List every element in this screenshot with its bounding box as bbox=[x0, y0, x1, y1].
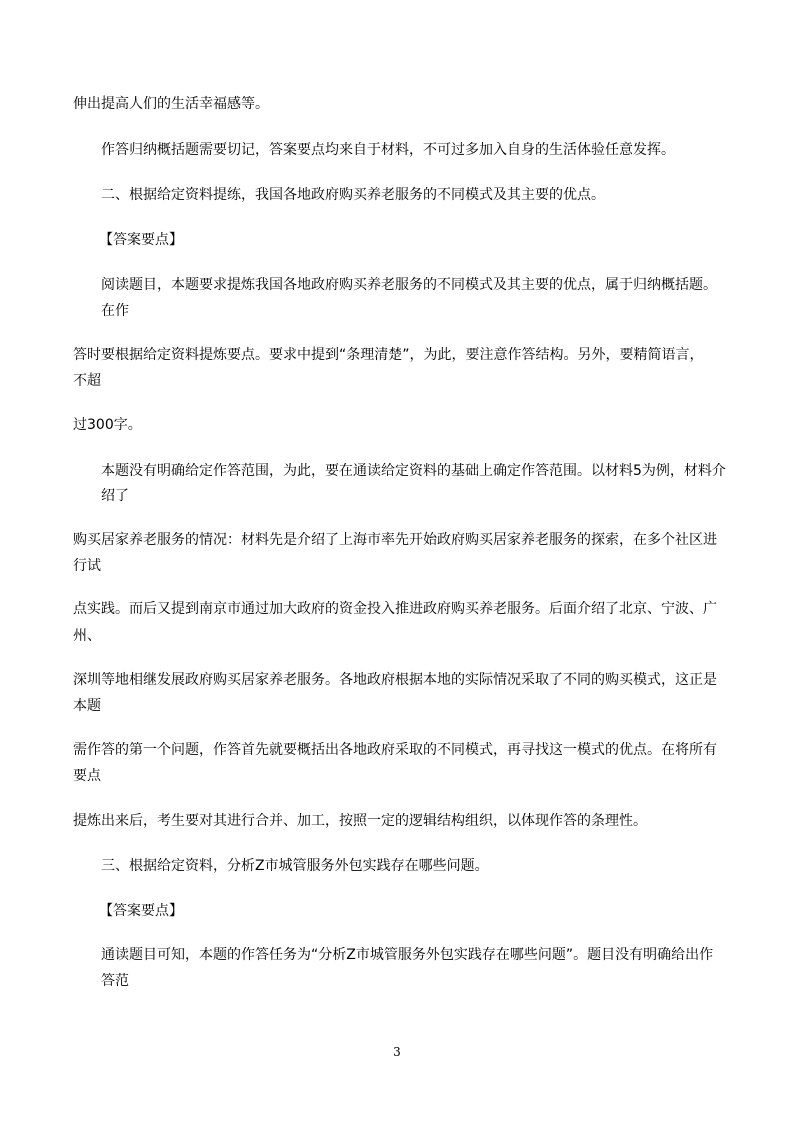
text-line-6: 在作 bbox=[101, 303, 129, 319]
text-line-7: 答时要根据给定资料提炼要点。要求中提到“条理清楚”，为此，要注意作答结构。另外，要精简语言， bbox=[73, 347, 704, 363]
text-line-16: 深圳等地相继发展政府购买居家养老服务。各地政府根据本地的实际情况采取了不同的购买模式，这正是 bbox=[73, 672, 717, 688]
text-line-19: 要点 bbox=[73, 768, 101, 784]
text-line-18: 需作答的第一个问题，作答首先就要概括出各地政府采取的不同模式，再寻找这一模式的优点。在将所有 bbox=[73, 742, 717, 758]
text-line-10: 本题没有明确给定作答范围，为此，要在通读给定资料的基础上确定作答范围。以材料5为例，材料介 bbox=[101, 463, 726, 479]
text-line-24: 答范 bbox=[101, 973, 129, 989]
text-line-20: 提炼出来后，考生要对其进行合并、加工，按照一定的逻辑结构组织，以体现作答的条理性。 bbox=[73, 813, 647, 829]
section-heading-3: 三、根据给定资料，分析Z市城管服务外包实践存在哪些问题。 bbox=[101, 858, 489, 874]
text-line-11: 绍了 bbox=[101, 488, 129, 504]
text-line-23: 通读题目可知，本题的作答任务为“分析Z市城管服务外包实践存在哪些问题”。题目没有明确给出作 bbox=[101, 947, 714, 963]
text-line-1: 伸出提高人们的生活幸福感等。 bbox=[73, 96, 269, 112]
text-line-13: 行试 bbox=[73, 558, 101, 574]
text-line-8: 不超 bbox=[73, 373, 101, 389]
answer-points-label-2: 【答案要点】 bbox=[99, 903, 183, 919]
text-line-12: 购买居家养老服务的情况：材料先是介绍了上海市率先开始政府购买居家养老服务的探索，在多个社区进 bbox=[73, 532, 717, 548]
text-line-17: 本题 bbox=[73, 698, 101, 714]
text-line-9: 过300字。 bbox=[73, 417, 142, 433]
answer-points-label-1: 【答案要点】 bbox=[99, 232, 183, 248]
text-line-2: 作答归纳概括题需要切记，答案要点均来自于材料，不可过多加入自身的生活体验任意发挥。 bbox=[101, 142, 675, 158]
page-number: 3 bbox=[393, 1045, 401, 1059]
text-line-15: 州、 bbox=[73, 628, 101, 644]
section-heading-2: 二、根据给定资料提练，我国各地政府购买养老服务的不同模式及其主要的优点。 bbox=[101, 187, 605, 203]
text-line-14: 点实践。而后又提到南京市通过加大政府的资金投入推进政府购买养老服务。后面介绍了北京、宁波、广 bbox=[73, 601, 717, 617]
text-line-5: 阅读题目，本题要求提炼我国各地政府购买养老服务的不同模式及其主要的优点，属于归纳概括题。 bbox=[101, 277, 717, 293]
